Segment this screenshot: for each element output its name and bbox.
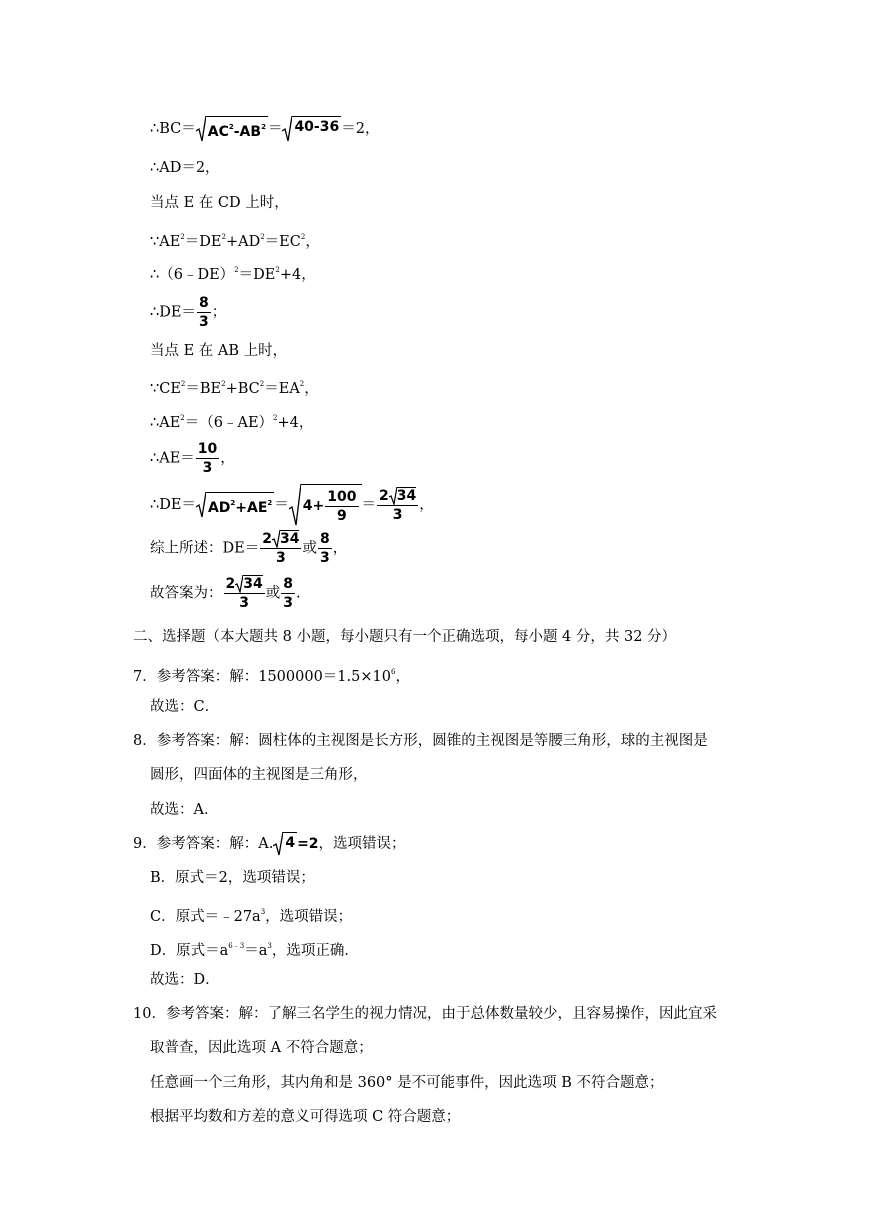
- fraction: $\frac{10}{3}$: [197, 441, 218, 476]
- fraction: 2 34 3: [379, 487, 417, 523]
- question-9-d: D．原式$=a^{6﹣3}=a^3$，选项正确．: [150, 942, 359, 959]
- question-9-c: C．原式$=﹣27a^3$，选项错误；: [150, 908, 353, 925]
- section-heading: 二、选择题（本大题共 8 小题，每小题只有一个正确选项，每小题 4 分，共 32 分）: [133, 629, 677, 645]
- question-10-option-b: 任意画一个三角形，其内角和是 360° 是不可能事件，因此选项 B 不符合题意；: [150, 1075, 664, 1091]
- line-bc: ∴BC＝ $AC^2-AB^2$ ＝ 40-36 ＝2，: [150, 116, 379, 142]
- sqrt-expression: $AD^2+AE^2$: [196, 492, 274, 518]
- sqrt-expression: 40-36: [282, 116, 341, 142]
- line-de-sqrt: ∴DE＝ $AD^2+AE^2$ ＝ 4+ $\frac{100}{9}$ ＝ 2 34 3 ，: [150, 484, 434, 526]
- question-7-answer: 故选：C．: [150, 699, 220, 715]
- fraction: 2 34 3: [225, 576, 263, 611]
- line-summary: 综上所述：DE＝ 2 34 3 或 $\frac{8}{3}$ ，: [150, 531, 348, 566]
- line-equation-de: $\therefore(6﹣DE)^2=DE^2+4$，: [150, 266, 316, 283]
- question-8: 8．参考答案：解：圆柱体的主视图是长方形，圆锥的主视图是等腰三角形，球的主视图是: [133, 733, 708, 749]
- question-8-answer: 故选：A．: [150, 802, 219, 818]
- line-case-cd: 当点 E 在 CD 上时，: [150, 195, 289, 211]
- line-ae-squared: $\because AE^2=DE^2+AD^2=EC^2$，: [150, 233, 320, 250]
- line-equation-ae: $\therefore AE^2=(6﹣AE)^2+4$，: [150, 414, 314, 431]
- question-10-option-c: 根据平均数和方差的意义可得选项 C 符合题意；: [150, 1109, 461, 1125]
- line-ad: ∴AD＝2，: [150, 160, 220, 176]
- line-de-value: ∴DE＝ $\frac{8}{3}$ ；: [150, 295, 227, 330]
- line-ce-squared: $\because CE^2=BE^2+BC^2=EA^2$，: [150, 380, 319, 397]
- fraction: 2 34 3: [262, 531, 300, 566]
- line-case-ab: 当点 E 在 AB 上时，: [150, 343, 288, 359]
- sqrt-expression: $AC^2-AB^2$: [196, 116, 268, 142]
- sqrt-expression: 4+ $\frac{100}{9}$: [289, 484, 362, 526]
- question-7: 7．参考答案：解：$1500000=1.5\times 10^6$，: [133, 668, 410, 685]
- question-10-cont: 取普查，因此选项 A 不符合题意；: [150, 1040, 373, 1056]
- question-8-cont: 圆形，四面体的主视图是三角形，: [150, 767, 368, 783]
- fraction: $\frac{8}{3}$: [319, 531, 330, 566]
- line-answer: 故答案为： 2 34 3 或 $\frac{8}{3}$ .: [150, 576, 301, 611]
- question-9: 9．参考答案：解：A. 4 =2，选项错误；: [133, 832, 406, 856]
- line-ae-value: ∴AE＝ $\frac{10}{3}$ ，: [150, 441, 235, 476]
- question-9-b: B．原式＝2，选项错误；: [150, 870, 315, 886]
- question-10: 10．参考答案：解：了解三名学生的视力情况，由于总体数量较少，且容易操作，因此宜采: [133, 1006, 717, 1022]
- sqrt-expression: 4: [273, 832, 297, 856]
- fraction: $\frac{8}{3}$: [198, 295, 209, 330]
- question-9-answer: 故选：D．: [150, 972, 220, 988]
- fraction: $\frac{8}{3}$: [283, 576, 293, 611]
